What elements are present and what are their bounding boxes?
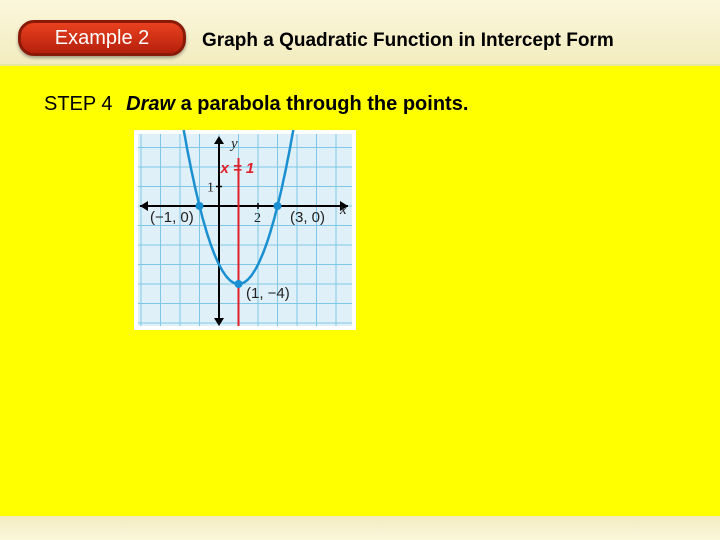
point-label-left-intercept: (−1, 0) (150, 209, 194, 226)
point-label-right-intercept: (3, 0) (290, 209, 326, 226)
step-rest: a parabola through the points. (180, 93, 469, 115)
step-verb: Draw (126, 93, 176, 115)
example-tab-label: Example 2 (54, 27, 150, 49)
y-tick-label: 1 (207, 180, 214, 196)
point-right-intercept (274, 202, 282, 210)
point-vertex (235, 280, 243, 288)
lesson-title: Graph a Quadratic Function in Intercept Form (202, 30, 614, 51)
step-label: STEP 4 (44, 93, 113, 115)
axis-of-symmetry-label: x = 1 (220, 160, 255, 177)
step-text (126, 93, 468, 115)
x-axis-label: x (340, 202, 347, 218)
example-tab (18, 20, 186, 56)
point-label-vertex: (1, −4) (246, 285, 290, 302)
content-panel (0, 64, 720, 518)
x-tick-label: 2 (254, 211, 261, 226)
step-instruction (44, 93, 468, 116)
y-axis-label: y (231, 136, 238, 152)
graph-figure (134, 130, 356, 330)
footer-band (0, 516, 720, 540)
point-left-intercept (196, 202, 204, 210)
parabola-graph (134, 130, 356, 330)
